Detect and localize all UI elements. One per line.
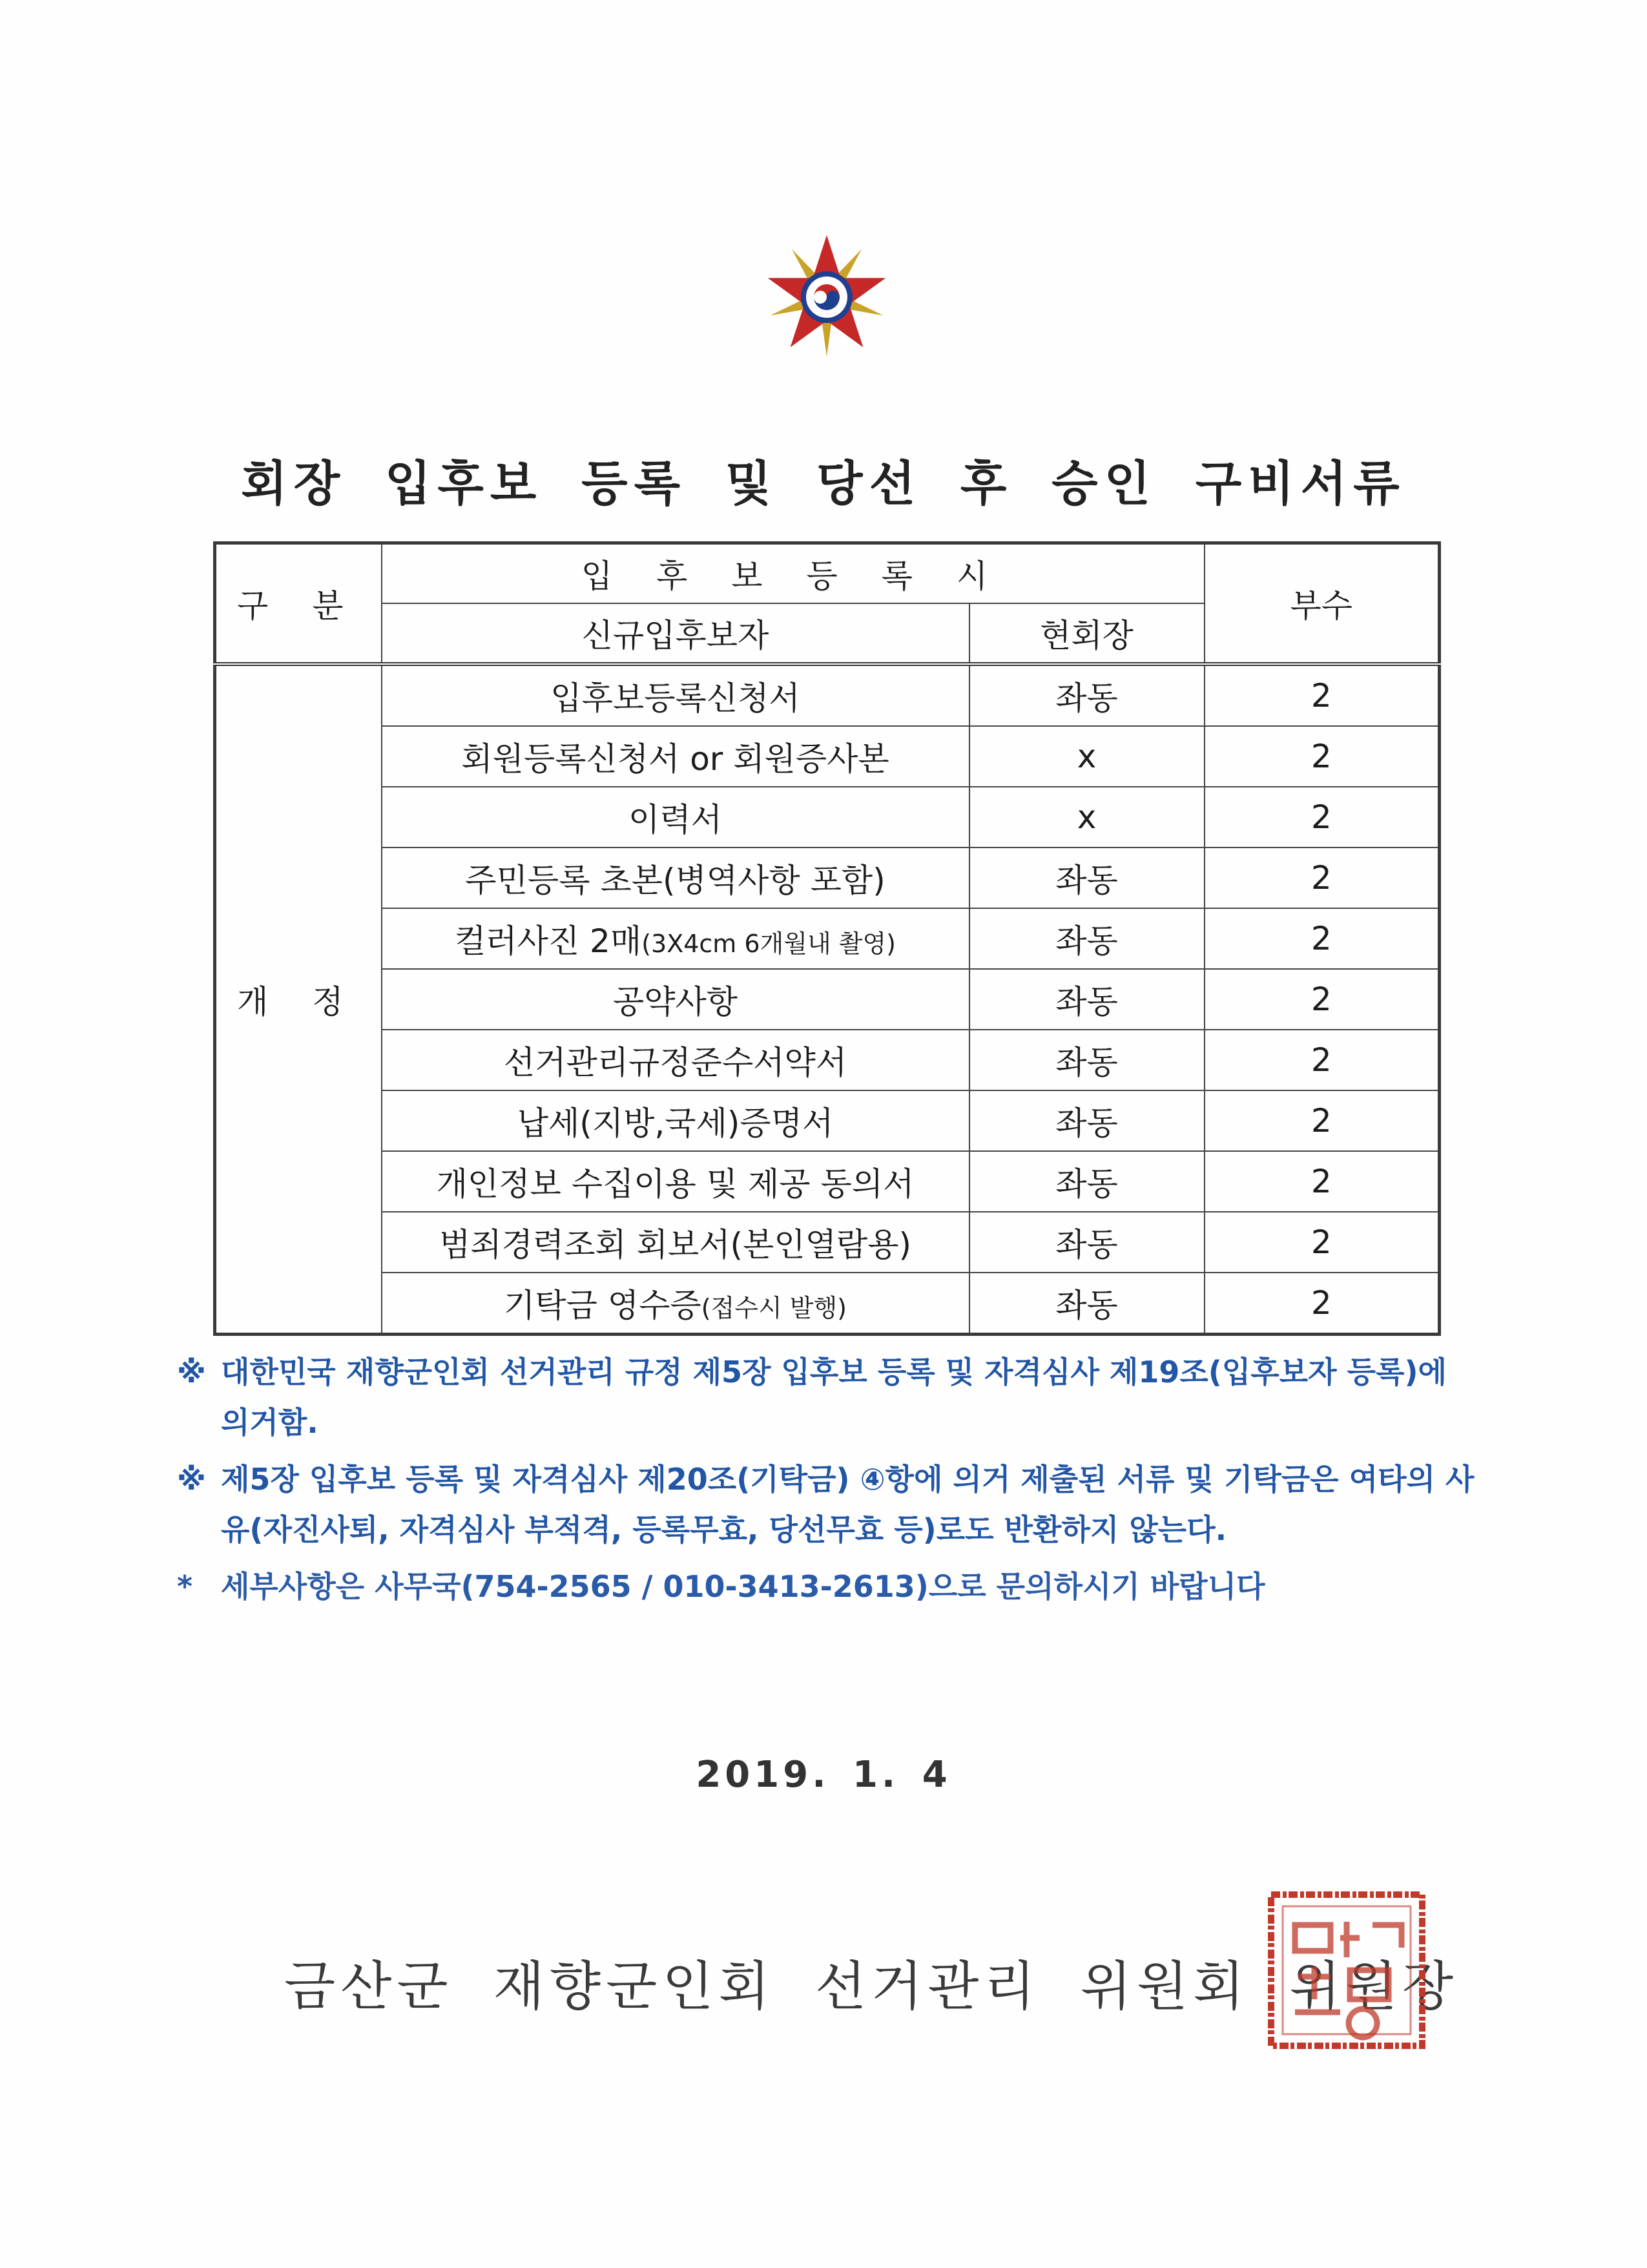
- current-president-cell: x: [969, 787, 1205, 848]
- document-name-cell: 납세(지방,국세)증명서: [382, 1090, 969, 1151]
- current-president-cell: 좌동: [969, 1273, 1205, 1335]
- current-president-cell: 좌동: [969, 664, 1205, 726]
- document-note: (3X4cm 6개월내 촬영): [641, 930, 896, 958]
- copies-cell: 2: [1205, 1273, 1440, 1335]
- table-row: [215, 969, 1440, 1030]
- copies-cell: 2: [1205, 908, 1440, 969]
- copies-cell: 2: [1205, 726, 1440, 787]
- current-president-cell: 좌동: [969, 1151, 1205, 1212]
- current-president-cell: 좌동: [969, 1030, 1205, 1090]
- document-name-cell: 범죄경력조회 회보서(본인열람용): [382, 1212, 969, 1273]
- table-row: [215, 1212, 1440, 1273]
- table-row: [215, 1273, 1440, 1335]
- table-row: [215, 1030, 1440, 1090]
- document-name-cell: 주민등록 초본(병역사항 포함): [382, 848, 969, 908]
- deposit-note: [168, 1454, 1486, 1555]
- category-header: 구 분: [215, 543, 382, 665]
- table-row: [215, 908, 1440, 969]
- table-row: [215, 848, 1440, 908]
- document-name-cell: 개인정보 수집이용 및 제공 동의서: [382, 1151, 969, 1212]
- copies-cell: 2: [1205, 848, 1440, 908]
- copies-cell: 2: [1205, 969, 1440, 1030]
- signature-line: 금산군 재향군인회 선거관리 위원회 위원장: [284, 1956, 1459, 2017]
- category-cell: 개 정: [215, 664, 382, 1335]
- copies-cell: 2: [1205, 787, 1440, 848]
- table-row: [215, 1090, 1440, 1151]
- contact-note: [168, 1561, 1486, 1612]
- document-name-cell: 기탁금 영수증(접수시 발행): [382, 1273, 969, 1335]
- document-name-cell: 입후보등록신청서: [382, 664, 969, 726]
- document-name-cell: 공약사항: [382, 969, 969, 1030]
- table-row: [215, 787, 1440, 848]
- current-president-header: 현회장: [969, 603, 1205, 664]
- note-text: 대한민국 재향군인회 선거관리 규정 제5장 입후보 등록 및 자격심사 제19조(입후보자 등록)에 의거함.: [221, 1355, 1447, 1440]
- current-president-cell: 좌동: [969, 908, 1205, 969]
- table-row: [215, 664, 1440, 726]
- registration-group-header: 입 후 보 등 록 시: [382, 543, 1205, 604]
- reference-mark-icon: ※: [177, 1462, 206, 1497]
- copies-cell: 2: [1205, 1090, 1440, 1151]
- table-row: [215, 726, 1440, 787]
- current-president-cell: 좌동: [969, 1212, 1205, 1273]
- official-red-seal-icon: [1266, 1889, 1427, 2051]
- asterisk-icon: *: [177, 1569, 193, 1604]
- note-text: 세부사항은 사무국(754-2565 / 010-3413-2613)으로 문의하시기 바랍니다: [221, 1569, 1265, 1604]
- document-name-cell: 회원등록신청서 or 회원증사본: [382, 726, 969, 787]
- copies-cell: 2: [1205, 1030, 1440, 1090]
- document-title: 회장 입후보 등록 및 당선 후 승인 구비서류: [241, 456, 1406, 512]
- copies-header: 부수: [1205, 543, 1440, 665]
- table-row: [215, 1151, 1440, 1212]
- document-date: 2019. 1. 4: [696, 1754, 951, 1796]
- veterans-association-emblem-icon: [756, 233, 898, 362]
- document-name-cell: 컬러사진 2매(3X4cm 6개월내 촬영): [382, 908, 969, 969]
- current-president-cell: x: [969, 726, 1205, 787]
- reference-mark-icon: ※: [177, 1355, 206, 1389]
- new-candidate-header: 신규입후보자: [382, 603, 969, 664]
- required-documents-table: [213, 541, 1441, 1336]
- document-name-cell: 이력서: [382, 787, 969, 848]
- regulation-note: [168, 1347, 1486, 1448]
- copies-cell: 2: [1205, 1212, 1440, 1273]
- notes-section: [168, 1347, 1486, 1618]
- note-text: 제5장 입후보 등록 및 자격심사 제20조(기탁금) ④항에 의거 제출된 서류 및 기탁금은 여타의 사유(자진사퇴, 자격심사 부적격, 등록무효, 당선무효 등)로도 반환하지 않는다.: [221, 1462, 1475, 1547]
- current-president-cell: 좌동: [969, 848, 1205, 908]
- copies-cell: 2: [1205, 1151, 1440, 1212]
- document-name-cell: 선거관리규정준수서약서: [382, 1030, 969, 1090]
- current-president-cell: 좌동: [969, 969, 1205, 1030]
- document-note: (접수시 발행): [701, 1294, 847, 1322]
- copies-cell: 2: [1205, 664, 1440, 726]
- current-president-cell: 좌동: [969, 1090, 1205, 1151]
